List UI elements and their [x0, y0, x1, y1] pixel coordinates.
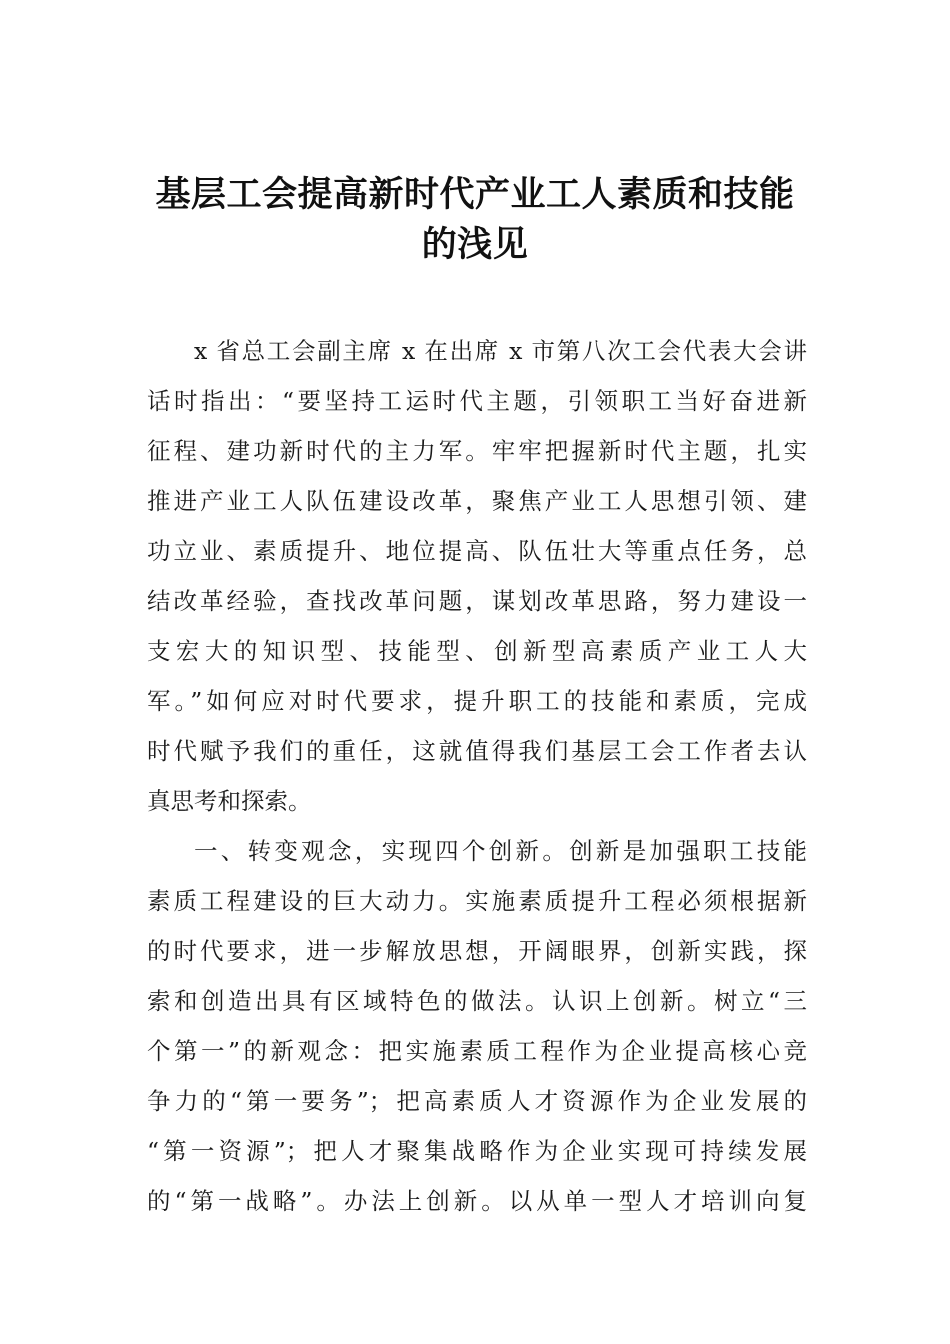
paragraph-1-line: 真思考和探索。	[147, 787, 312, 815]
paragraph-1-line: 征程、建功新时代的主力军。牢牢把握新时代主题，扎实	[147, 437, 807, 465]
paragraph-1-line: 话时指出：“要坚持工运时代主题，引领职工当好奋进新	[147, 387, 807, 415]
paragraph-1-line: 推进产业工人队伍建设改革，聚焦产业工人思想引领、建	[147, 487, 807, 515]
paragraph-2-line: 素质工程建设的巨大动力。实施素质提升工程必须根据新	[147, 887, 807, 915]
paragraph-1-line: 军。”如何应对时代要求，提升职工的技能和素质，完成	[147, 687, 807, 715]
paragraph-1-line: x 省总工会副主席 x 在出席 x 市第八次工会代表大会讲	[194, 337, 807, 365]
paragraph-2-line: 索和创造出具有区域特色的做法。认识上创新。树立“三	[147, 987, 807, 1015]
paragraph-2-line: “第一资源”；把人才聚集战略作为企业实现可持续发展	[147, 1137, 807, 1165]
title-line: 基层工会提高新时代产业工人素质和技能	[155, 174, 795, 215]
document-title	[140, 170, 810, 270]
title-line: 的浅见	[421, 224, 529, 265]
paragraph-2-line: 的时代要求，进一步解放思想，开阔眼界，创新实践，探	[147, 937, 807, 965]
paragraph-2-line: 个第一”的新观念：把实施素质工程作为企业提高核心竞	[147, 1037, 807, 1065]
paragraph-1-line: 时代赋予我们的重任，这就值得我们基层工会工作者去认	[147, 737, 807, 765]
paragraph-1-line: 结改革经验，查找改革问题，谋划改革思路，努力建设一	[147, 587, 807, 615]
paragraph-2-line: 一、转变观念，实现四个创新。创新是加强职工技能	[194, 837, 807, 865]
paragraph-2-line: 的“第一战略”。办法上创新。以从单一型人才培训向复	[147, 1187, 807, 1215]
paragraph-1-line: 功立业、素质提升、地位提高、队伍壮大等重点任务，总	[147, 537, 807, 565]
document-body	[147, 326, 807, 1226]
paragraph-1-line: 支宏大的知识型、技能型、创新型高素质产业工人大	[147, 637, 807, 665]
paragraph-2-line: 争力的“第一要务”；把高素质人才资源作为企业发展的	[147, 1087, 807, 1115]
